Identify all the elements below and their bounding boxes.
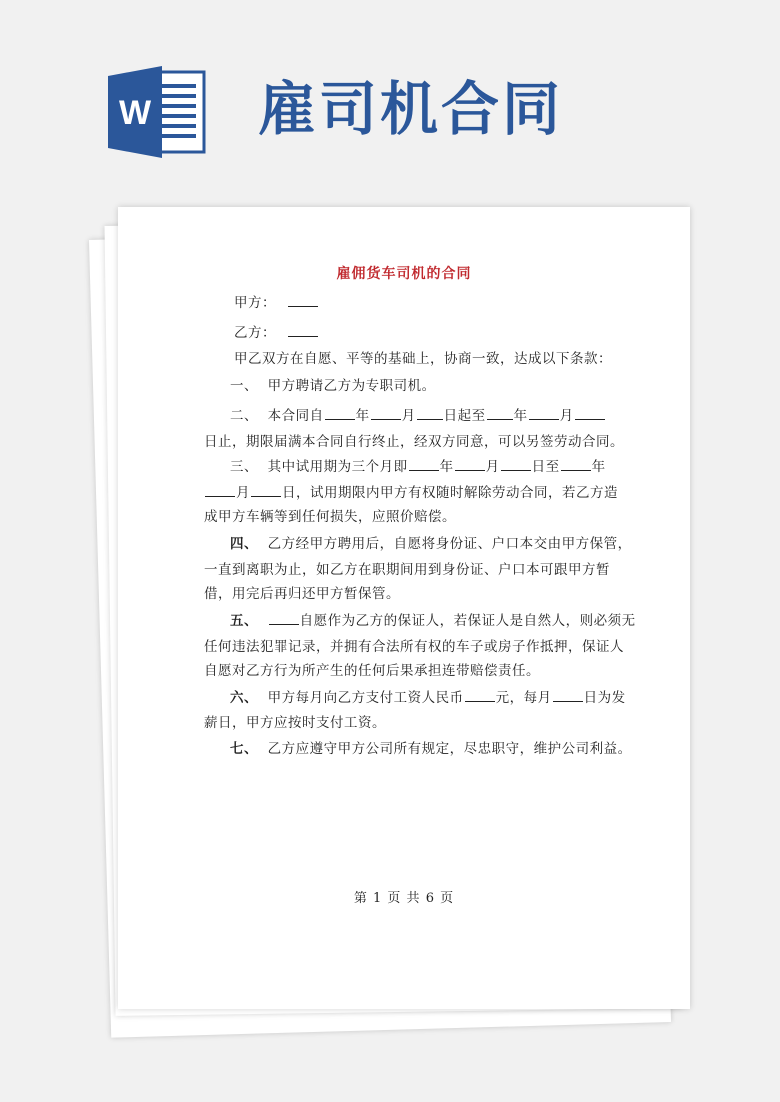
clause-number: 一、 xyxy=(230,378,258,394)
clause-3-line-1 xyxy=(230,455,606,475)
document-page xyxy=(118,207,690,1009)
blank-field xyxy=(205,484,235,497)
word-icon xyxy=(108,66,208,158)
blank-field xyxy=(251,484,281,497)
blank-field xyxy=(409,458,439,471)
blank-field xyxy=(288,324,318,337)
party-b-label: 乙方： xyxy=(234,325,276,341)
clause-text: 年 xyxy=(439,459,454,475)
clause-3-line-3: 成甲方车辆等到任何损失，应照价赔偿。 xyxy=(204,509,456,525)
clause-5-line-2: 任何违法犯罪记录，并拥有合法所有权的车子或房子作抵押，保证人 xyxy=(204,639,624,655)
blank-field xyxy=(455,458,485,471)
clause-text: 日至 xyxy=(531,459,560,475)
header xyxy=(0,0,780,200)
clause-number: 二、 xyxy=(230,408,258,424)
clause-4-line-2: 一直到离职为止，如乙方在职期间用到身份证、户口本可跟甲方暂 xyxy=(204,562,610,578)
clause-text: 乙方经甲方聘用后，自愿将身份证、户口本交由甲方保管， xyxy=(267,536,632,552)
blank-field xyxy=(553,689,583,702)
blank-field xyxy=(575,407,605,420)
blank-field xyxy=(465,689,495,702)
clause-text: 月 xyxy=(485,459,500,475)
blank-field xyxy=(561,458,591,471)
clause-text: 日为发 xyxy=(583,690,626,706)
party-a-line xyxy=(234,291,319,311)
clause-text: 月 xyxy=(236,485,250,501)
clause-text: 其中试用期为三个月即 xyxy=(267,459,408,475)
clause-text: 本合同自 xyxy=(267,408,324,424)
clause-text: 年 xyxy=(591,459,606,475)
clause-2-line-2: 日止，期限届满本合同自行终止，经双方同意，可以另签劳动合同。 xyxy=(204,434,624,450)
blank-field xyxy=(269,612,299,625)
party-b-line xyxy=(234,321,319,341)
clause-text: 日起至 xyxy=(443,408,486,424)
clause-7 xyxy=(230,737,632,757)
page-title: 雇司机合同 xyxy=(258,75,564,143)
document-title: 雇佣货车司机的合同 xyxy=(336,266,472,282)
clause-text: 甲方每月向乙方支付工资人民币 xyxy=(267,690,464,706)
clause-4-line-3: 借，用完后再归还甲方暂保管。 xyxy=(204,586,400,602)
clause-5-line-3: 自愿对乙方行为所产生的任何后果承担连带赔偿责任。 xyxy=(204,663,540,679)
clause-2-line-1 xyxy=(230,404,606,424)
intro-text: 甲乙双方在自愿、平等的基础上，协商一致，达成以下条款： xyxy=(234,351,612,367)
clause-text: 日，试用期限内甲方有权随时解除劳动合同，若乙方造 xyxy=(282,485,618,501)
blank-field xyxy=(487,407,513,420)
clause-number: 四、 xyxy=(230,536,258,552)
clause-6-line-2: 薪日，甲方应按时支付工资。 xyxy=(204,715,386,731)
blank-field xyxy=(529,407,559,420)
blank-field xyxy=(417,407,443,420)
clause-number: 五、 xyxy=(230,613,258,629)
clause-6-line-1 xyxy=(230,686,626,706)
clause-3-line-2 xyxy=(204,481,618,501)
clause-text: 月 xyxy=(401,408,416,424)
clause-text: 甲方聘请乙方为专职司机。 xyxy=(267,378,436,394)
clause-5-line-1 xyxy=(230,609,636,629)
blank-field xyxy=(288,294,318,307)
clause-number: 三、 xyxy=(230,459,258,475)
svg-text:W: W xyxy=(118,94,152,132)
page-footer: 第 1 页 共 6 页 xyxy=(353,891,455,906)
blank-field xyxy=(325,407,355,420)
blank-field xyxy=(501,458,531,471)
clause-text: 年 xyxy=(513,408,528,424)
clause-4-line-1 xyxy=(230,532,632,552)
clause-number: 六、 xyxy=(230,690,258,706)
party-a-label: 甲方： xyxy=(234,295,276,311)
clause-number: 七、 xyxy=(230,741,258,757)
clause-text: 元，每月 xyxy=(495,690,552,706)
clause-text: 自愿作为乙方的保证人，若保证人是自然人，则必须无 xyxy=(299,613,636,629)
blank-field xyxy=(371,407,401,420)
clause-text: 乙方应遵守甲方公司所有规定，尽忠职守，维护公司利益。 xyxy=(267,741,632,757)
clause-text: 月 xyxy=(559,408,574,424)
clause-text: 年 xyxy=(355,408,370,424)
clause-1 xyxy=(230,374,436,394)
